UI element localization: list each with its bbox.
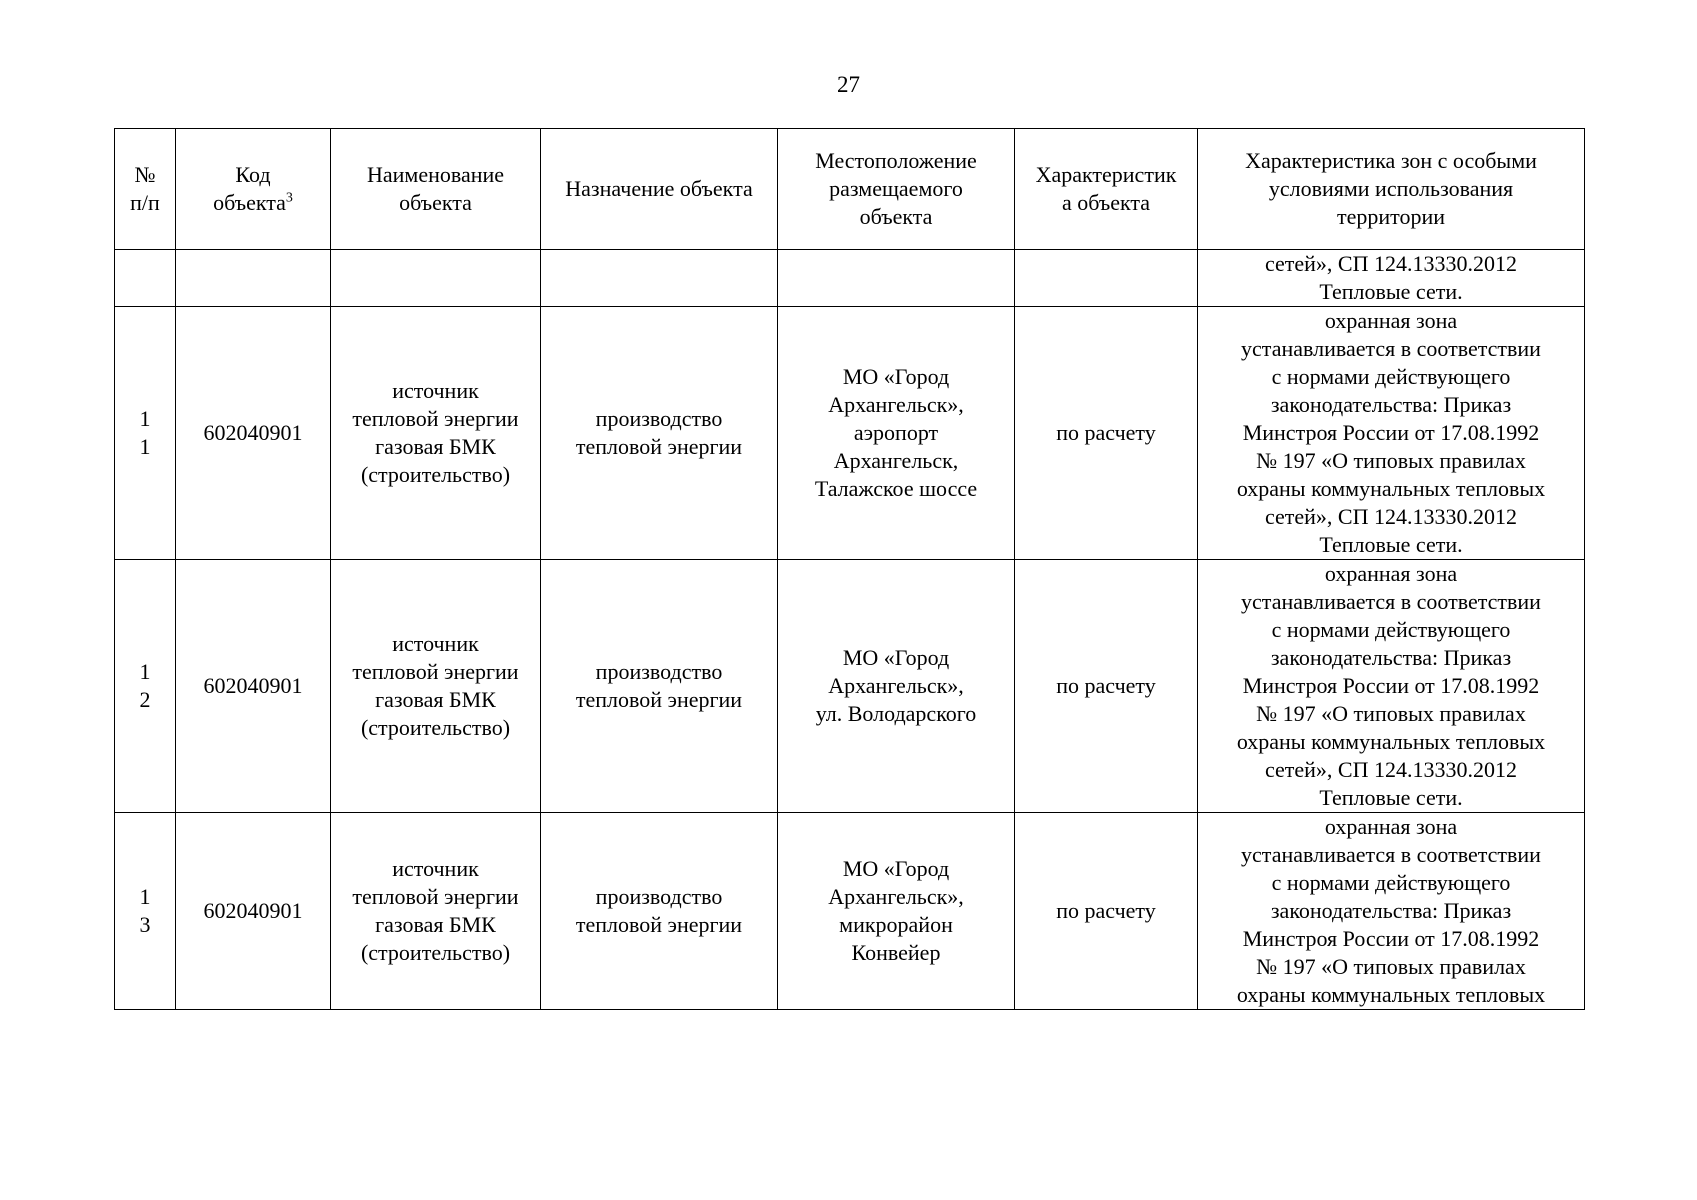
header-location: Местоположение размещаемого объекта <box>778 129 1015 250</box>
cell-num: 1 1 <box>115 307 176 560</box>
cell-num: 1 2 <box>115 560 176 813</box>
cell-empty <box>115 250 176 307</box>
header-code-label: Код объекта <box>213 162 286 215</box>
header-purpose: Назначение объекта <box>541 129 778 250</box>
cell-code: 602040901 <box>176 813 331 1010</box>
cell-name: источник тепловой энергии газовая БМК (строительство) <box>331 307 541 560</box>
cell-num: 1 3 <box>115 813 176 1010</box>
table-header-row <box>115 129 1585 250</box>
table-row <box>115 813 1585 1010</box>
cell-empty <box>331 250 541 307</box>
cell-code: 602040901 <box>176 560 331 813</box>
cell-location: МО «Город Архангельск», ул. Володарского <box>778 560 1015 813</box>
header-code <box>176 129 331 250</box>
header-zones: Характеристика зон с особыми условиями использования территории <box>1198 129 1585 250</box>
cell-zones: сетей», СП 124.13330.2012 Тепловые сети. <box>1198 250 1585 307</box>
cell-location: МО «Город Архангельск», микрорайон Конвейер <box>778 813 1015 1010</box>
cell-location: МО «Город Архангельск», аэропорт Архангельск, Талажское шоссе <box>778 307 1015 560</box>
footnote-marker: 3 <box>285 190 293 206</box>
cell-name: источник тепловой энергии газовая БМК (строительство) <box>331 813 541 1010</box>
cell-empty <box>176 250 331 307</box>
table-row-continuation <box>115 250 1585 307</box>
cell-empty <box>1015 250 1198 307</box>
header-name: Наименование объекта <box>331 129 541 250</box>
cell-empty <box>778 250 1015 307</box>
objects-table <box>114 128 1585 1010</box>
cell-empty <box>541 250 778 307</box>
cell-zones: охранная зона устанавливается в соответствии с нормами действующего законодательства: Приказ Минстроя России от 17.08.1992 № 197 «О типовых правилах охраны коммунальных тепловых <box>1198 813 1585 1010</box>
table-row <box>115 560 1585 813</box>
cell-zones: охранная зона устанавливается в соответствии с нормами действующего законодательства: Приказ Минстроя России от 17.08.1992 № 197 «О типовых правилах охраны коммунальных тепловых сетей», СП 124.13330.2012 Тепловые сети. <box>1198 307 1585 560</box>
cell-zones: охранная зона устанавливается в соответствии с нормами действующего законодательства: Приказ Минстроя России от 17.08.1992 № 197 «О типовых правилах охраны коммунальных тепловых сетей», СП 124.13330.2012 Тепловые сети. <box>1198 560 1585 813</box>
header-num: № п/п <box>115 129 176 250</box>
table-row <box>115 307 1585 560</box>
cell-purpose: производство тепловой энергии <box>541 813 778 1010</box>
cell-purpose: производство тепловой энергии <box>541 307 778 560</box>
cell-name: источник тепловой энергии газовая БМК (строительство) <box>331 560 541 813</box>
cell-characteristic: по расчету <box>1015 813 1198 1010</box>
cell-code: 602040901 <box>176 307 331 560</box>
page-number: 27 <box>837 72 860 97</box>
cell-characteristic: по расчету <box>1015 560 1198 813</box>
header-characteristic: Характеристик а объекта <box>1015 129 1198 250</box>
cell-purpose: производство тепловой энергии <box>541 560 778 813</box>
cell-characteristic: по расчету <box>1015 307 1198 560</box>
